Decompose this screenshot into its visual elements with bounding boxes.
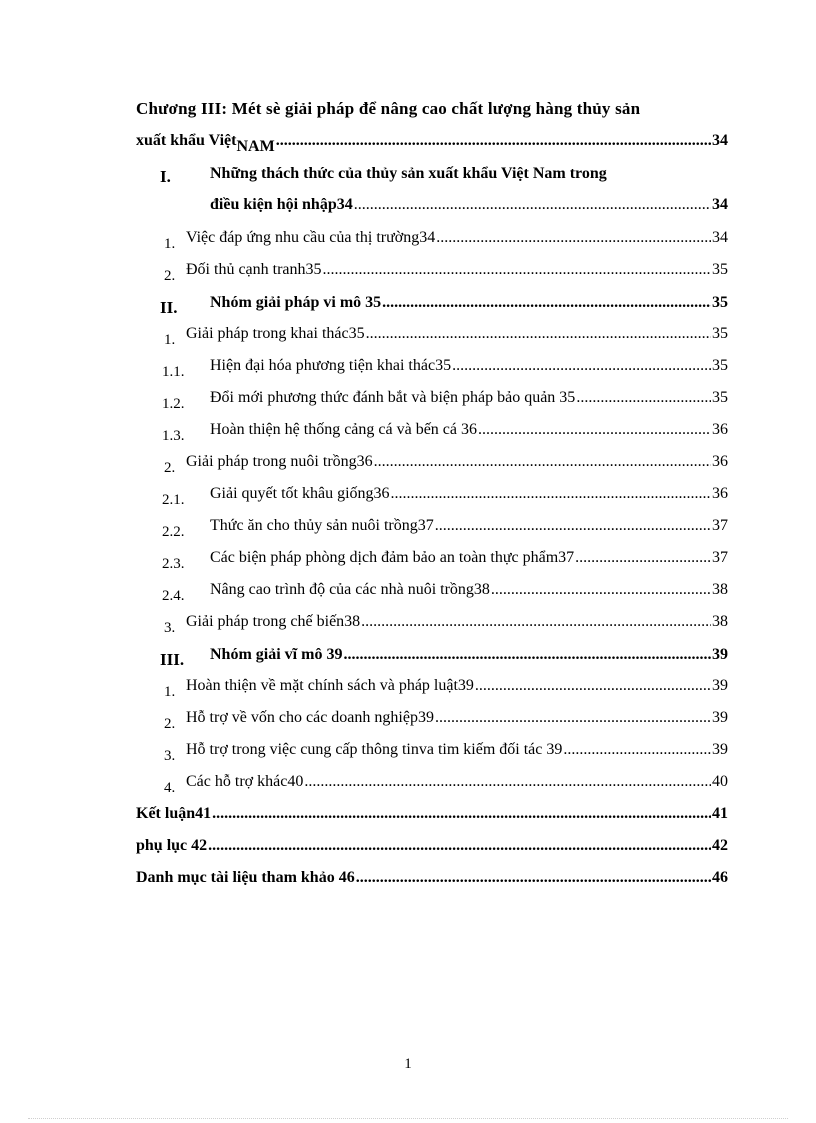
toc-subentry[interactable] <box>136 510 728 542</box>
toc-section-number: I. <box>160 167 171 186</box>
leader-dots <box>366 318 711 350</box>
page-number: 1 <box>404 1056 412 1072</box>
toc-entry-title: Việc đáp ứng nhu cầu của thị trường34 <box>186 229 436 246</box>
toc-page-number: 36 <box>712 485 728 502</box>
toc-entry-title: Đối thủ cạnh tranh35 <box>186 261 322 278</box>
toc-subentry-title: Thức ăn cho thủy sản nuôi trồng37 <box>210 517 434 534</box>
leader-dots <box>276 124 711 158</box>
toc-entry[interactable] <box>136 254 728 286</box>
toc-section-title: Nhóm giải pháp vi mô 35 <box>210 294 382 311</box>
toc-page-number: 38 <box>712 581 728 598</box>
toc-subentry-title: Nâng cao trình độ của các nhà nuôi trồng38 <box>210 581 490 598</box>
leader-dots <box>356 862 711 894</box>
leader-dots <box>478 414 711 446</box>
leader-dots <box>382 287 711 319</box>
toc-page-number: 35 <box>712 294 728 311</box>
toc-subentry-number: 1.3. <box>162 428 185 444</box>
leader-dots <box>575 542 711 574</box>
leader-dots <box>563 734 711 766</box>
toc-subentry-title: Đổi mới phương thức đánh bắt và biện pháp bảo quản 35 <box>210 389 576 406</box>
toc-tail-title: Danh mục tài liệu tham khảo 46 <box>136 869 355 886</box>
toc-entry-number: 1. <box>164 236 176 252</box>
toc-section-title-cont: điều kiện hội nhập34 <box>210 196 353 213</box>
leader-dots <box>323 254 711 286</box>
toc-entry-title: Giải pháp trong chế biến38 <box>186 613 361 630</box>
toc-entry[interactable] <box>136 734 728 766</box>
toc-entry-number: 3. <box>164 748 176 764</box>
toc-entry-title: Giải pháp trong nuôi trồng36 <box>186 453 373 470</box>
toc-entry[interactable] <box>136 222 728 254</box>
toc-section-3[interactable] <box>136 638 728 670</box>
toc-entry-title: Giải pháp trong khai thác35 <box>186 325 365 342</box>
toc-chapter-title: Chương III: Mét sè giải pháp để nâng cao chất lượng hàng thủy sản <box>136 99 641 118</box>
toc-entry-title: Hỗ trợ trong việc cung cấp thông tinva tim kiếm đối tác 39 <box>186 741 563 758</box>
toc-page-number: 36 <box>712 421 728 438</box>
toc-page-number: 35 <box>712 261 728 278</box>
toc-section-title: Những thách thức của thủy sản xuất khẩu Việt Nam trong <box>210 165 607 182</box>
toc-page-number: 34 <box>712 196 728 213</box>
leader-dots <box>576 382 711 414</box>
toc-page-number: 39 <box>712 646 728 663</box>
leader-dots <box>304 766 711 798</box>
toc-entry-number: 2. <box>164 460 176 476</box>
leader-dots <box>208 830 711 862</box>
leader-dots <box>452 350 711 382</box>
leader-dots <box>212 798 711 830</box>
toc-subentry-title: Các biện pháp phòng dịch đảm bảo an toàn thực phẩm37 <box>210 549 575 566</box>
toc-subentry[interactable] <box>136 382 728 414</box>
toc-entry-number: 2. <box>164 268 176 284</box>
leader-dots <box>374 446 711 478</box>
leader-dots <box>354 188 711 222</box>
leader-dots <box>435 702 711 734</box>
toc-subentry-number: 2.3. <box>162 556 185 572</box>
toc-page-number: 35 <box>712 389 728 406</box>
toc-subentry[interactable] <box>136 542 728 574</box>
toc-page-number: 40 <box>712 773 728 790</box>
leader-dots <box>436 222 711 254</box>
toc-page-number: 39 <box>712 709 728 726</box>
leader-dots <box>361 606 711 638</box>
toc-entry-number: 4. <box>164 780 176 796</box>
leader-dots <box>435 510 711 542</box>
toc-subentry-title: Hoàn thiện hệ thống cảng cá và bến cá 36 <box>210 421 478 438</box>
toc-page-number: 39 <box>712 741 728 758</box>
toc-page-number: 35 <box>712 325 728 342</box>
toc-tail-title: Kết luận41 <box>136 805 212 822</box>
toc-subentry[interactable] <box>136 350 728 382</box>
toc-entry[interactable] <box>136 766 728 798</box>
toc-subentry[interactable] <box>136 414 728 446</box>
toc-entry-number: 2. <box>164 716 176 732</box>
table-of-contents <box>136 94 728 894</box>
toc-entry[interactable] <box>136 670 728 702</box>
toc-entry[interactable] <box>136 606 728 638</box>
toc-page-number: 34 <box>712 132 728 149</box>
page-bottom-divider <box>28 1118 788 1119</box>
toc-chapter-title-cont: xuất khẩu Việt <box>136 132 237 149</box>
toc-subentry-title: Hiện đại hóa phương tiện khai thác35 <box>210 357 452 374</box>
toc-references[interactable] <box>136 862 728 894</box>
toc-entry-title: Hỗ trợ về vốn cho các doanh nghiệp39 <box>186 709 434 726</box>
toc-section-number: III. <box>160 650 185 669</box>
leader-dots <box>391 478 711 510</box>
toc-section-1-line1[interactable] <box>136 158 728 188</box>
toc-chapter-line1[interactable] <box>136 94 728 124</box>
toc-entry-number: 1. <box>164 332 176 348</box>
toc-page-number: 36 <box>712 453 728 470</box>
leader-dots <box>491 574 711 606</box>
toc-subentry-number: 1.2. <box>162 396 185 412</box>
toc-chapter-title-sub: NAM <box>236 138 275 155</box>
toc-page-number: 37 <box>712 517 728 534</box>
toc-section-2[interactable] <box>136 286 728 318</box>
toc-entry[interactable] <box>136 318 728 350</box>
toc-page-number: 37 <box>712 549 728 566</box>
toc-page-number: 38 <box>712 613 728 630</box>
leader-dots <box>475 670 711 702</box>
leader-dots <box>343 639 711 671</box>
toc-subentry-number: 2.1. <box>162 492 185 508</box>
toc-page-number: 39 <box>712 677 728 694</box>
toc-entry[interactable] <box>136 702 728 734</box>
toc-tail-title: phụ lục 42 <box>136 837 208 854</box>
toc-page-number: 34 <box>712 229 728 246</box>
toc-entry-number: 3. <box>164 620 176 636</box>
toc-page-number: 46 <box>712 869 728 886</box>
toc-subentry[interactable] <box>136 478 728 510</box>
toc-page-number: 41 <box>712 805 728 822</box>
toc-subentry-title: Giải quyết tốt khâu giống36 <box>210 485 390 502</box>
toc-entry-number: 1. <box>164 684 176 700</box>
toc-section-number: II. <box>160 298 178 317</box>
toc-conclusion[interactable] <box>136 798 728 830</box>
toc-section-title: Nhóm giải vĩ mô 39 <box>210 646 343 663</box>
toc-page-number: 35 <box>712 357 728 374</box>
toc-entry-title: Hoàn thiện về mặt chính sách và pháp luật39 <box>186 677 474 694</box>
toc-entry[interactable] <box>136 446 728 478</box>
toc-page-number: 42 <box>712 837 728 854</box>
toc-subentry[interactable] <box>136 574 728 606</box>
toc-entry-title: Các hỗ trợ khác40 <box>186 773 304 790</box>
toc-section-1-line2[interactable] <box>136 188 728 222</box>
toc-subentry-number: 2.2. <box>162 524 185 540</box>
toc-subentry-number: 2.4. <box>162 588 185 604</box>
toc-subentry-number: 1.1. <box>162 364 185 380</box>
toc-appendix[interactable] <box>136 830 728 862</box>
toc-chapter-line2[interactable] <box>136 124 728 158</box>
